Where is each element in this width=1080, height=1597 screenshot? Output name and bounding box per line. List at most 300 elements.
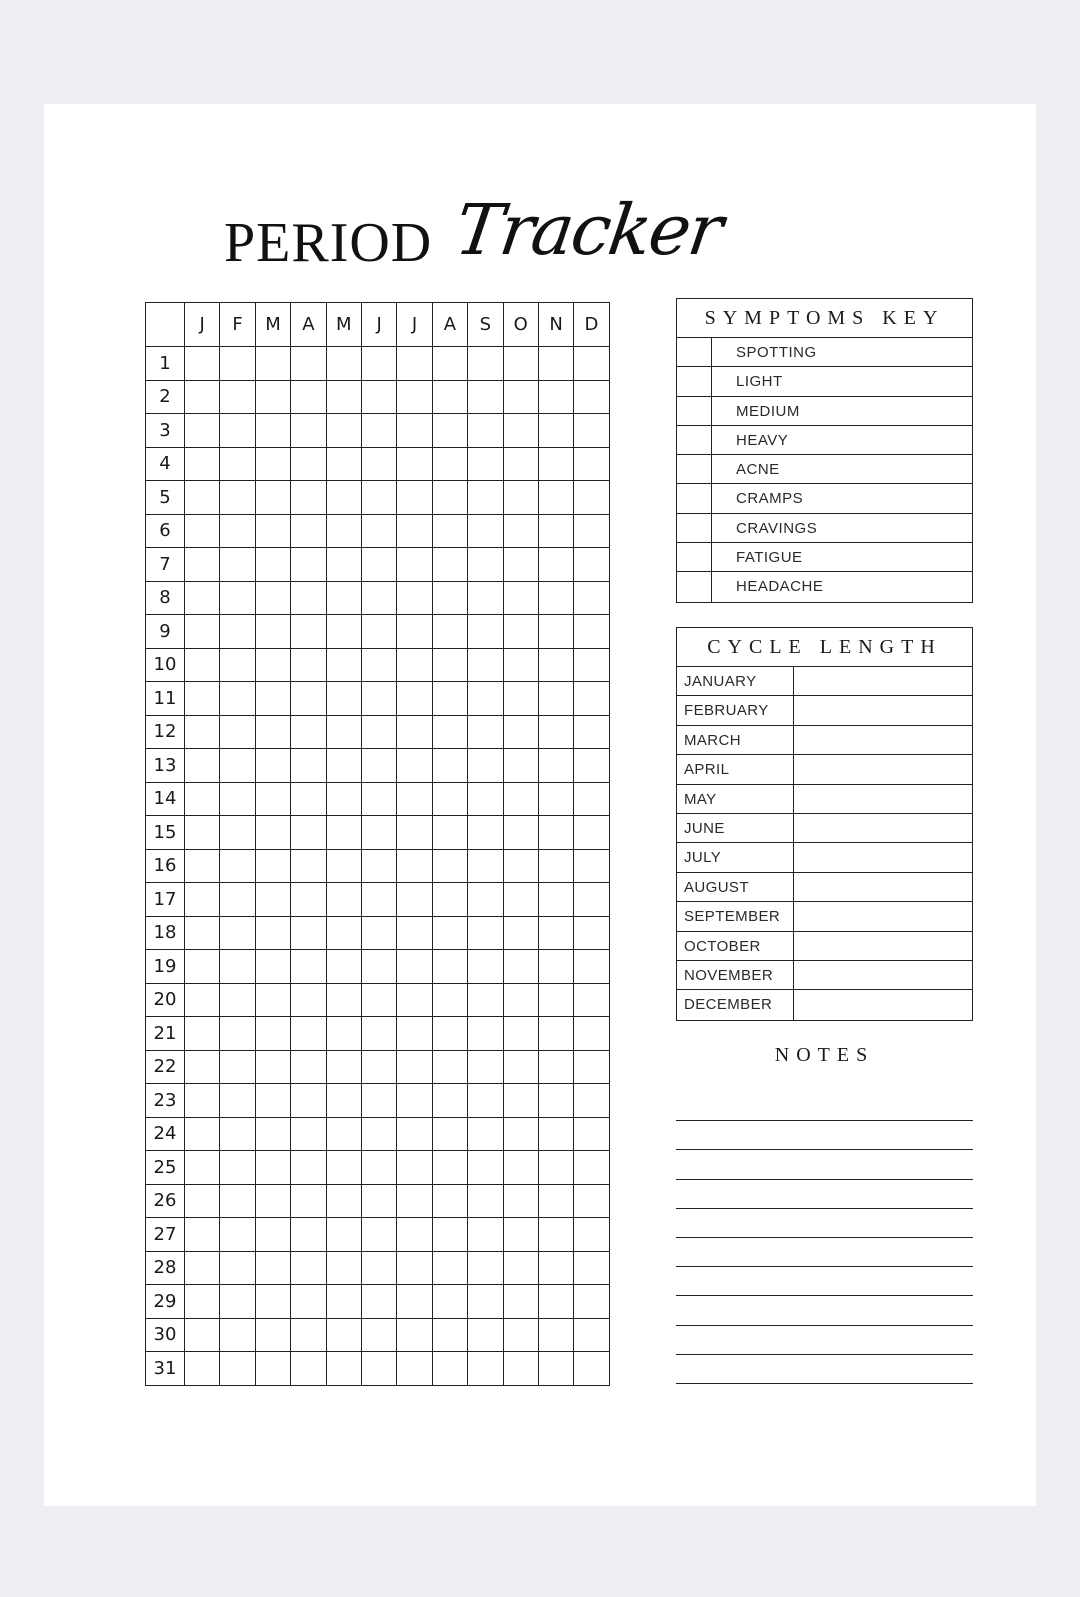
tracker-cell[interactable] <box>574 849 609 883</box>
tracker-cell[interactable] <box>361 950 396 984</box>
tracker-cell[interactable] <box>255 648 290 682</box>
tracker-cell[interactable] <box>432 447 467 481</box>
tracker-cell[interactable] <box>432 1318 467 1352</box>
note-line[interactable] <box>676 1180 973 1209</box>
tracker-cell[interactable] <box>361 782 396 816</box>
tracker-cell[interactable] <box>503 849 538 883</box>
tracker-cell[interactable] <box>291 380 326 414</box>
tracker-cell[interactable] <box>538 983 573 1017</box>
note-line[interactable] <box>676 1326 973 1355</box>
tracker-cell[interactable] <box>574 682 609 716</box>
tracker-cell[interactable] <box>220 380 255 414</box>
tracker-cell[interactable] <box>185 1318 220 1352</box>
tracker-cell[interactable] <box>326 1151 361 1185</box>
tracker-cell[interactable] <box>503 715 538 749</box>
tracker-cell[interactable] <box>397 648 432 682</box>
tracker-cell[interactable] <box>291 983 326 1017</box>
tracker-cell[interactable] <box>432 1151 467 1185</box>
tracker-cell[interactable] <box>432 481 467 515</box>
tracker-cell[interactable] <box>220 481 255 515</box>
note-line[interactable] <box>676 1238 973 1267</box>
tracker-cell[interactable] <box>503 1352 538 1386</box>
tracker-cell[interactable] <box>432 548 467 582</box>
tracker-cell[interactable] <box>503 1318 538 1352</box>
tracker-cell[interactable] <box>432 749 467 783</box>
tracker-cell[interactable] <box>468 682 503 716</box>
tracker-cell[interactable] <box>291 514 326 548</box>
tracker-cell[interactable] <box>397 548 432 582</box>
tracker-cell[interactable] <box>503 581 538 615</box>
tracker-cell[interactable] <box>538 548 573 582</box>
tracker-cell[interactable] <box>220 883 255 917</box>
tracker-cell[interactable] <box>574 1251 609 1285</box>
tracker-cell[interactable] <box>432 1050 467 1084</box>
tracker-cell[interactable] <box>220 983 255 1017</box>
tracker-cell[interactable] <box>538 414 573 448</box>
tracker-cell[interactable] <box>574 615 609 649</box>
tracker-cell[interactable] <box>255 615 290 649</box>
tracker-cell[interactable] <box>185 1151 220 1185</box>
tracker-cell[interactable] <box>574 548 609 582</box>
tracker-cell[interactable] <box>432 615 467 649</box>
tracker-cell[interactable] <box>574 983 609 1017</box>
tracker-cell[interactable] <box>361 916 396 950</box>
tracker-cell[interactable] <box>326 1352 361 1386</box>
tracker-cell[interactable] <box>432 1184 467 1218</box>
tracker-cell[interactable] <box>185 1184 220 1218</box>
tracker-cell[interactable] <box>538 715 573 749</box>
tracker-cell[interactable] <box>220 648 255 682</box>
tracker-cell[interactable] <box>432 1117 467 1151</box>
tracker-cell[interactable] <box>326 548 361 582</box>
tracker-cell[interactable] <box>538 447 573 481</box>
tracker-cell[interactable] <box>503 749 538 783</box>
tracker-cell[interactable] <box>255 883 290 917</box>
tracker-cell[interactable] <box>538 916 573 950</box>
symptom-swatch-box[interactable] <box>677 397 712 425</box>
tracker-cell[interactable] <box>326 983 361 1017</box>
symptom-swatch-box[interactable] <box>677 455 712 483</box>
tracker-cell[interactable] <box>574 447 609 481</box>
tracker-cell[interactable] <box>468 1352 503 1386</box>
tracker-cell[interactable] <box>291 648 326 682</box>
tracker-cell[interactable] <box>432 849 467 883</box>
tracker-cell[interactable] <box>361 548 396 582</box>
tracker-cell[interactable] <box>432 883 467 917</box>
tracker-cell[interactable] <box>291 1084 326 1118</box>
tracker-cell[interactable] <box>468 481 503 515</box>
tracker-cell[interactable] <box>255 1251 290 1285</box>
tracker-cell[interactable] <box>291 1251 326 1285</box>
tracker-cell[interactable] <box>397 983 432 1017</box>
tracker-cell[interactable] <box>255 1352 290 1386</box>
tracker-cell[interactable] <box>220 1017 255 1051</box>
tracker-cell[interactable] <box>326 1251 361 1285</box>
tracker-cell[interactable] <box>503 380 538 414</box>
tracker-cell[interactable] <box>574 916 609 950</box>
tracker-cell[interactable] <box>220 581 255 615</box>
tracker-cell[interactable] <box>397 749 432 783</box>
tracker-cell[interactable] <box>397 715 432 749</box>
tracker-cell[interactable] <box>468 1151 503 1185</box>
tracker-cell[interactable] <box>291 916 326 950</box>
symptom-swatch-box[interactable] <box>677 543 712 571</box>
tracker-cell[interactable] <box>574 1050 609 1084</box>
tracker-cell[interactable] <box>538 782 573 816</box>
tracker-cell[interactable] <box>397 347 432 381</box>
tracker-cell[interactable] <box>503 414 538 448</box>
tracker-cell[interactable] <box>185 1117 220 1151</box>
tracker-cell[interactable] <box>185 481 220 515</box>
tracker-cell[interactable] <box>538 749 573 783</box>
tracker-cell[interactable] <box>220 548 255 582</box>
tracker-cell[interactable] <box>397 916 432 950</box>
tracker-cell[interactable] <box>361 414 396 448</box>
tracker-cell[interactable] <box>574 715 609 749</box>
tracker-cell[interactable] <box>538 347 573 381</box>
tracker-cell[interactable] <box>185 1084 220 1118</box>
tracker-cell[interactable] <box>503 1017 538 1051</box>
tracker-cell[interactable] <box>538 648 573 682</box>
tracker-cell[interactable] <box>574 816 609 850</box>
tracker-cell[interactable] <box>291 1184 326 1218</box>
tracker-cell[interactable] <box>538 1218 573 1252</box>
tracker-cell[interactable] <box>326 447 361 481</box>
tracker-cell[interactable] <box>255 1285 290 1319</box>
tracker-cell[interactable] <box>220 916 255 950</box>
tracker-cell[interactable] <box>503 782 538 816</box>
tracker-cell[interactable] <box>326 648 361 682</box>
tracker-cell[interactable] <box>432 648 467 682</box>
tracker-cell[interactable] <box>538 581 573 615</box>
tracker-cell[interactable] <box>255 514 290 548</box>
tracker-cell[interactable] <box>220 1050 255 1084</box>
tracker-cell[interactable] <box>255 548 290 582</box>
tracker-cell[interactable] <box>326 816 361 850</box>
tracker-cell[interactable] <box>503 615 538 649</box>
tracker-cell[interactable] <box>397 682 432 716</box>
tracker-cell[interactable] <box>538 849 573 883</box>
symptom-swatch-box[interactable] <box>677 426 712 454</box>
tracker-cell[interactable] <box>326 347 361 381</box>
tracker-cell[interactable] <box>538 615 573 649</box>
symptom-swatch-box[interactable] <box>677 484 712 512</box>
cycle-length-field[interactable] <box>794 667 972 695</box>
tracker-cell[interactable] <box>538 514 573 548</box>
tracker-cell[interactable] <box>361 682 396 716</box>
tracker-cell[interactable] <box>326 749 361 783</box>
tracker-cell[interactable] <box>220 1084 255 1118</box>
tracker-cell[interactable] <box>361 1318 396 1352</box>
tracker-cell[interactable] <box>185 849 220 883</box>
cycle-length-field[interactable] <box>794 696 972 724</box>
tracker-cell[interactable] <box>220 682 255 716</box>
tracker-cell[interactable] <box>468 950 503 984</box>
tracker-cell[interactable] <box>468 715 503 749</box>
tracker-cell[interactable] <box>326 1318 361 1352</box>
tracker-cell[interactable] <box>291 883 326 917</box>
tracker-cell[interactable] <box>468 1251 503 1285</box>
tracker-cell[interactable] <box>326 1084 361 1118</box>
tracker-cell[interactable] <box>220 1285 255 1319</box>
tracker-cell[interactable] <box>361 1218 396 1252</box>
cycle-length-field[interactable] <box>794 902 972 930</box>
tracker-cell[interactable] <box>538 1251 573 1285</box>
tracker-cell[interactable] <box>397 950 432 984</box>
tracker-cell[interactable] <box>220 715 255 749</box>
tracker-cell[interactable] <box>255 380 290 414</box>
tracker-cell[interactable] <box>397 414 432 448</box>
tracker-cell[interactable] <box>432 1017 467 1051</box>
tracker-cell[interactable] <box>185 950 220 984</box>
tracker-cell[interactable] <box>326 1050 361 1084</box>
tracker-cell[interactable] <box>361 883 396 917</box>
tracker-cell[interactable] <box>503 347 538 381</box>
tracker-cell[interactable] <box>503 1251 538 1285</box>
tracker-cell[interactable] <box>574 514 609 548</box>
tracker-cell[interactable] <box>468 849 503 883</box>
tracker-cell[interactable] <box>432 1251 467 1285</box>
tracker-cell[interactable] <box>255 1017 290 1051</box>
tracker-cell[interactable] <box>538 1285 573 1319</box>
tracker-cell[interactable] <box>503 514 538 548</box>
tracker-cell[interactable] <box>291 1017 326 1051</box>
tracker-cell[interactable] <box>468 414 503 448</box>
tracker-cell[interactable] <box>185 1285 220 1319</box>
tracker-cell[interactable] <box>432 414 467 448</box>
tracker-cell[interactable] <box>291 950 326 984</box>
tracker-cell[interactable] <box>326 682 361 716</box>
tracker-cell[interactable] <box>255 1117 290 1151</box>
tracker-cell[interactable] <box>432 983 467 1017</box>
cycle-length-field[interactable] <box>794 961 972 989</box>
tracker-cell[interactable] <box>220 1184 255 1218</box>
cycle-length-field[interactable] <box>794 843 972 871</box>
tracker-cell[interactable] <box>574 648 609 682</box>
tracker-cell[interactable] <box>361 749 396 783</box>
tracker-cell[interactable] <box>574 749 609 783</box>
tracker-cell[interactable] <box>574 883 609 917</box>
tracker-cell[interactable] <box>291 816 326 850</box>
tracker-cell[interactable] <box>185 682 220 716</box>
tracker-cell[interactable] <box>361 1251 396 1285</box>
tracker-cell[interactable] <box>397 1318 432 1352</box>
tracker-cell[interactable] <box>361 648 396 682</box>
tracker-cell[interactable] <box>326 883 361 917</box>
tracker-cell[interactable] <box>432 1352 467 1386</box>
tracker-cell[interactable] <box>397 1084 432 1118</box>
tracker-cell[interactable] <box>326 615 361 649</box>
tracker-cell[interactable] <box>255 1318 290 1352</box>
tracker-cell[interactable] <box>574 1117 609 1151</box>
tracker-cell[interactable] <box>503 816 538 850</box>
tracker-cell[interactable] <box>185 380 220 414</box>
tracker-cell[interactable] <box>397 1251 432 1285</box>
cycle-length-field[interactable] <box>794 990 972 1019</box>
tracker-cell[interactable] <box>538 950 573 984</box>
tracker-cell[interactable] <box>185 816 220 850</box>
tracker-cell[interactable] <box>432 782 467 816</box>
tracker-cell[interactable] <box>326 715 361 749</box>
tracker-cell[interactable] <box>503 883 538 917</box>
tracker-cell[interactable] <box>185 883 220 917</box>
tracker-cell[interactable] <box>538 682 573 716</box>
tracker-cell[interactable] <box>255 682 290 716</box>
tracker-cell[interactable] <box>291 1318 326 1352</box>
tracker-cell[interactable] <box>185 983 220 1017</box>
tracker-cell[interactable] <box>185 1218 220 1252</box>
tracker-cell[interactable] <box>503 916 538 950</box>
tracker-cell[interactable] <box>185 514 220 548</box>
note-line[interactable] <box>676 1267 973 1296</box>
tracker-cell[interactable] <box>468 1184 503 1218</box>
tracker-cell[interactable] <box>255 950 290 984</box>
tracker-cell[interactable] <box>503 648 538 682</box>
tracker-cell[interactable] <box>574 950 609 984</box>
tracker-cell[interactable] <box>397 1218 432 1252</box>
tracker-cell[interactable] <box>503 548 538 582</box>
tracker-cell[interactable] <box>432 950 467 984</box>
tracker-cell[interactable] <box>326 1184 361 1218</box>
tracker-cell[interactable] <box>185 782 220 816</box>
tracker-cell[interactable] <box>220 1151 255 1185</box>
tracker-cell[interactable] <box>255 1184 290 1218</box>
tracker-cell[interactable] <box>361 1352 396 1386</box>
tracker-cell[interactable] <box>397 1352 432 1386</box>
tracker-cell[interactable] <box>503 1285 538 1319</box>
tracker-cell[interactable] <box>361 1017 396 1051</box>
cycle-length-field[interactable] <box>794 932 972 960</box>
tracker-cell[interactable] <box>185 347 220 381</box>
tracker-cell[interactable] <box>432 1084 467 1118</box>
note-line[interactable] <box>676 1092 973 1121</box>
tracker-cell[interactable] <box>574 481 609 515</box>
tracker-cell[interactable] <box>432 916 467 950</box>
tracker-cell[interactable] <box>220 347 255 381</box>
tracker-cell[interactable] <box>255 447 290 481</box>
tracker-cell[interactable] <box>326 581 361 615</box>
tracker-cell[interactable] <box>468 916 503 950</box>
tracker-cell[interactable] <box>291 347 326 381</box>
symptom-swatch-box[interactable] <box>677 367 712 395</box>
tracker-cell[interactable] <box>185 916 220 950</box>
tracker-cell[interactable] <box>220 414 255 448</box>
tracker-cell[interactable] <box>503 950 538 984</box>
tracker-cell[interactable] <box>361 347 396 381</box>
tracker-cell[interactable] <box>503 1184 538 1218</box>
tracker-cell[interactable] <box>468 1050 503 1084</box>
tracker-cell[interactable] <box>220 447 255 481</box>
tracker-cell[interactable] <box>361 447 396 481</box>
tracker-cell[interactable] <box>220 1117 255 1151</box>
tracker-cell[interactable] <box>255 1050 290 1084</box>
tracker-cell[interactable] <box>503 1218 538 1252</box>
cycle-length-field[interactable] <box>794 814 972 842</box>
tracker-cell[interactable] <box>185 581 220 615</box>
tracker-cell[interactable] <box>361 1285 396 1319</box>
tracker-cell[interactable] <box>185 715 220 749</box>
tracker-cell[interactable] <box>538 1151 573 1185</box>
tracker-cell[interactable] <box>538 1084 573 1118</box>
tracker-cell[interactable] <box>255 347 290 381</box>
tracker-cell[interactable] <box>255 414 290 448</box>
tracker-cell[interactable] <box>220 849 255 883</box>
tracker-cell[interactable] <box>432 682 467 716</box>
tracker-cell[interactable] <box>503 1117 538 1151</box>
tracker-cell[interactable] <box>538 1352 573 1386</box>
tracker-cell[interactable] <box>432 1285 467 1319</box>
tracker-cell[interactable] <box>503 1151 538 1185</box>
tracker-cell[interactable] <box>291 782 326 816</box>
tracker-cell[interactable] <box>361 615 396 649</box>
tracker-cell[interactable] <box>397 1117 432 1151</box>
tracker-cell[interactable] <box>220 950 255 984</box>
tracker-cell[interactable] <box>326 1017 361 1051</box>
tracker-cell[interactable] <box>291 1218 326 1252</box>
tracker-cell[interactable] <box>255 849 290 883</box>
tracker-cell[interactable] <box>326 380 361 414</box>
tracker-cell[interactable] <box>574 1318 609 1352</box>
tracker-cell[interactable] <box>574 1084 609 1118</box>
tracker-cell[interactable] <box>468 1117 503 1151</box>
note-line[interactable] <box>676 1296 973 1325</box>
tracker-cell[interactable] <box>291 849 326 883</box>
tracker-cell[interactable] <box>361 380 396 414</box>
tracker-cell[interactable] <box>185 1050 220 1084</box>
tracker-cell[interactable] <box>503 1084 538 1118</box>
tracker-cell[interactable] <box>432 514 467 548</box>
tracker-cell[interactable] <box>468 648 503 682</box>
tracker-cell[interactable] <box>397 380 432 414</box>
tracker-cell[interactable] <box>574 581 609 615</box>
tracker-cell[interactable] <box>255 916 290 950</box>
tracker-cell[interactable] <box>326 950 361 984</box>
tracker-cell[interactable] <box>468 548 503 582</box>
tracker-cell[interactable] <box>361 816 396 850</box>
tracker-cell[interactable] <box>185 615 220 649</box>
cycle-length-field[interactable] <box>794 785 972 813</box>
tracker-cell[interactable] <box>503 481 538 515</box>
tracker-cell[interactable] <box>185 1017 220 1051</box>
tracker-cell[interactable] <box>220 816 255 850</box>
tracker-cell[interactable] <box>361 514 396 548</box>
tracker-cell[interactable] <box>432 347 467 381</box>
note-line[interactable] <box>676 1355 973 1384</box>
tracker-cell[interactable] <box>291 615 326 649</box>
tracker-cell[interactable] <box>291 1285 326 1319</box>
tracker-cell[interactable] <box>397 883 432 917</box>
tracker-cell[interactable] <box>220 1218 255 1252</box>
tracker-cell[interactable] <box>255 1218 290 1252</box>
tracker-cell[interactable] <box>397 816 432 850</box>
notes-area[interactable] <box>676 1092 973 1384</box>
tracker-cell[interactable] <box>397 615 432 649</box>
tracker-cell[interactable] <box>185 648 220 682</box>
tracker-cell[interactable] <box>538 1318 573 1352</box>
tracker-cell[interactable] <box>185 749 220 783</box>
note-line[interactable] <box>676 1121 973 1150</box>
tracker-cell[interactable] <box>326 1218 361 1252</box>
tracker-cell[interactable] <box>538 1117 573 1151</box>
tracker-cell[interactable] <box>220 782 255 816</box>
tracker-cell[interactable] <box>361 1151 396 1185</box>
tracker-cell[interactable] <box>291 749 326 783</box>
tracker-cell[interactable] <box>291 581 326 615</box>
tracker-cell[interactable] <box>574 1218 609 1252</box>
tracker-cell[interactable] <box>468 514 503 548</box>
tracker-cell[interactable] <box>291 1117 326 1151</box>
tracker-cell[interactable] <box>574 347 609 381</box>
